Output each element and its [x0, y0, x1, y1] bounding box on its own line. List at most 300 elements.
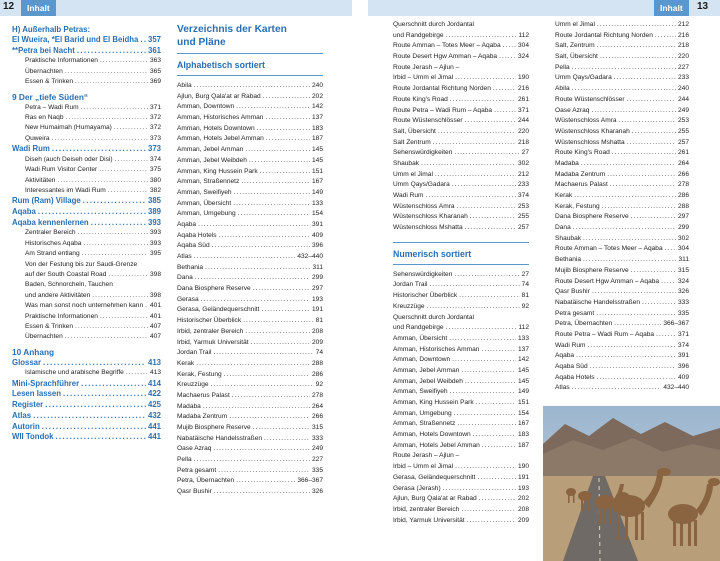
dot-leader — [75, 322, 148, 332]
map-entry — [177, 327, 323, 338]
map-entry — [555, 73, 689, 84]
dot-leader — [465, 223, 516, 234]
dot-leader — [443, 484, 516, 495]
map-entry — [177, 92, 323, 103]
map-entry-name: Amman, Hotels Downtown — [393, 431, 471, 439]
map-entry — [393, 84, 529, 95]
map-entry-name: Pella — [177, 456, 192, 464]
map-entry — [177, 81, 323, 92]
map-entry-name: Dana — [555, 224, 571, 232]
dot-leader — [454, 148, 519, 159]
map-entry-page: 183 — [311, 124, 323, 132]
map-entry — [555, 191, 689, 202]
map-entry-page: 190 — [517, 463, 529, 471]
toc-entry[interactable] — [12, 301, 161, 311]
map-entry — [555, 341, 689, 352]
map-entry-page: 286 — [311, 370, 323, 378]
dot-leader — [607, 170, 676, 181]
map-entry-name: Oase Azraq — [177, 445, 212, 453]
map-entry — [393, 116, 529, 127]
dot-leader — [454, 270, 519, 281]
map-entry-name: Historischer Überblick — [177, 317, 242, 325]
map-entry-page: 302 — [677, 234, 689, 242]
map-entry — [393, 505, 529, 516]
alphabetical-list-continued — [393, 20, 529, 234]
toc-entry-page: 372 — [149, 124, 161, 132]
map-entry — [177, 348, 323, 359]
map-entry — [177, 476, 323, 487]
map-entry-name: Wüstenschloss Mshatta — [555, 138, 625, 146]
dot-leader — [457, 419, 516, 430]
toc-entry-title: Zentraler Bereich — [25, 229, 76, 237]
dot-leader — [265, 113, 310, 124]
toc-entry[interactable] — [12, 186, 161, 196]
map-entry-page: 244 — [677, 95, 689, 103]
map-entry-name: Qasr Bushir — [177, 488, 212, 496]
dot-leader — [597, 373, 676, 384]
map-entry-page: 299 — [311, 274, 323, 282]
map-entry-name: Amman, Hotels Jebel Amman — [393, 441, 480, 449]
toc-entry[interactable] — [12, 312, 161, 322]
map-entry — [555, 244, 689, 255]
dot-leader — [452, 355, 516, 366]
map-entry — [393, 484, 529, 495]
toc-entry[interactable] — [12, 228, 161, 238]
map-entry — [177, 263, 323, 274]
toc-entry: Baden, Schnorcheln, Tauchen — [25, 281, 113, 289]
map-entry — [393, 127, 529, 138]
dot-leader — [454, 409, 516, 420]
map-entry-page: 288 — [677, 202, 689, 210]
map-entry-name: Ajlun, Burg Qala'at ar Rabad — [393, 495, 477, 503]
map-entry-name: Umm Qays/Gadara — [393, 181, 450, 189]
map-entry-page: 264 — [677, 159, 689, 167]
map-entry — [177, 295, 323, 306]
map-entry — [177, 113, 323, 124]
map-index-title-line2: und Pläne — [177, 36, 226, 48]
map-entry-page: 371 — [517, 106, 529, 114]
dot-leader — [253, 284, 310, 295]
dot-leader — [574, 191, 676, 202]
map-entry — [177, 209, 323, 220]
dot-leader — [632, 127, 676, 138]
toc-entry[interactable] — [12, 35, 161, 46]
toc-entry-page: 389 — [147, 207, 161, 217]
dot-leader — [100, 56, 148, 66]
dot-leader — [229, 412, 310, 423]
map-entry-name: Amman, Historisches Amman — [393, 345, 480, 353]
dot-leader — [461, 366, 516, 377]
dot-leader — [461, 505, 516, 516]
toc-entry[interactable] — [12, 113, 161, 123]
dot-leader — [614, 319, 661, 330]
dot-leader — [81, 379, 146, 390]
map-entry — [393, 355, 529, 366]
map-entry-page: 187 — [517, 441, 529, 449]
dot-leader — [573, 223, 676, 234]
map-entry-name: Abila — [555, 85, 570, 93]
map-entry-page: 190 — [517, 74, 529, 82]
dot-leader — [427, 302, 520, 313]
map-entry-name: Mujib Biosphere Reserve — [555, 266, 629, 274]
toc-entry[interactable] — [12, 379, 161, 390]
map-entry-page: 240 — [677, 85, 689, 93]
toc-entry[interactable] — [12, 422, 161, 433]
map-entry-page: 278 — [677, 181, 689, 189]
map-entry — [177, 305, 323, 316]
toc-entry[interactable] — [12, 56, 161, 66]
map-entry-page: 366–367 — [297, 477, 323, 485]
toc-entry-title: Übernachten — [25, 333, 63, 341]
dot-leader — [108, 186, 148, 196]
map-entry-page: 264 — [311, 402, 323, 410]
map-entry-name: Sehenswürdigkeiten — [393, 149, 453, 157]
map-entry-page: 266 — [677, 170, 689, 178]
toc-entry[interactable] — [12, 165, 161, 175]
map-entry-name: Atlas — [177, 253, 192, 260]
toc-entry-page: 401 — [149, 312, 161, 320]
map-entry — [393, 377, 529, 388]
dot-leader — [631, 266, 676, 277]
map-entry-page: 299 — [677, 224, 689, 232]
alphabetical-list — [177, 81, 323, 498]
map-entry — [177, 252, 323, 263]
toc-entry-title: Übernachten — [25, 67, 63, 75]
map-entry-page: 288 — [311, 359, 323, 367]
map-entry — [177, 134, 323, 145]
map-entry-name: Abila — [177, 82, 192, 89]
toc-entry[interactable] — [12, 196, 161, 207]
map-entry-name: Wüstenschloss Amra — [393, 202, 455, 210]
dot-leader — [232, 391, 310, 402]
toc-entry-title: Was man sonst noch unternehmen kann — [25, 302, 144, 310]
map-entry-name: Qasr Bushir — [555, 288, 590, 296]
dot-leader — [493, 84, 516, 95]
toc-entry-title: Aqaba — [12, 207, 36, 217]
dot-leader — [614, 73, 676, 84]
map-index-column-1 — [177, 24, 323, 498]
toc-entry-title: Essen & Trinken — [25, 322, 74, 330]
map-entry-name: Dana Biosphere Reserve — [177, 285, 251, 293]
map-entry-page: 304 — [677, 245, 689, 253]
toc-entry[interactable] — [12, 432, 161, 443]
toc-entry-title: New Humaimah (Humayama) — [25, 124, 112, 132]
dot-leader — [597, 20, 676, 31]
toc-entry[interactable] — [12, 368, 161, 378]
map-entry-name: Wüstenschloss Kharanah — [393, 213, 468, 221]
map-entry-page: 324 — [517, 53, 529, 61]
toc-entry[interactable] — [12, 270, 161, 280]
map-entry — [555, 63, 689, 74]
map-entry-page: 151 — [517, 399, 529, 406]
toc-entry-page: 365 — [149, 67, 161, 75]
dot-leader — [253, 423, 310, 434]
dot-leader — [92, 291, 148, 301]
map-entry — [177, 487, 323, 498]
map-entry-page: 253 — [677, 117, 689, 125]
map-entry-name: Amman, Straßennetz — [393, 420, 456, 428]
map-entry-page: 326 — [677, 288, 689, 296]
map-entry-name: Pella — [555, 63, 570, 71]
dot-leader — [591, 106, 676, 117]
toc-entry[interactable] — [12, 134, 161, 144]
map-entry — [393, 387, 529, 398]
toc-entry-page: 441 — [147, 421, 161, 431]
map-entry-name: Machaerus Palast — [177, 391, 230, 399]
dot-leader — [572, 383, 662, 394]
map-entry-name: Kerak, Festung — [555, 202, 600, 210]
dot-leader — [459, 291, 520, 302]
toc-entry[interactable] — [12, 176, 161, 186]
toc-entry[interactable] — [12, 155, 161, 165]
map-entry — [555, 287, 689, 298]
map-entry-page: 240 — [311, 82, 323, 89]
map-entry-page: 286 — [677, 192, 689, 199]
map-entry-name: Madaba Zentrum — [177, 413, 228, 421]
map-entry — [555, 159, 689, 170]
map-entry — [393, 419, 529, 430]
map-entry-page: 145 — [517, 366, 529, 374]
dot-leader — [83, 239, 148, 249]
map-entry-name: Atlas — [555, 384, 570, 392]
map-entry — [555, 373, 689, 384]
dot-leader — [450, 95, 516, 106]
toc-entry-title: Diseh (auch Deiseh oder Disi) — [25, 155, 113, 163]
map-entry — [177, 380, 323, 391]
map-entry-name: Umm el Jimal — [555, 21, 595, 28]
map-entry — [393, 398, 529, 409]
map-entry — [177, 241, 323, 252]
dot-leader — [477, 473, 516, 484]
map-entry-name: Aqaba — [555, 352, 575, 360]
map-entry-name: Wüstenschloss Mshatta — [393, 224, 463, 232]
toc-entry-title: Atlas — [12, 410, 32, 420]
map-entry-page: 255 — [677, 127, 689, 135]
map-entry-name: Wadi Rum — [393, 192, 424, 199]
toc-entry[interactable] — [12, 291, 161, 301]
map-entry-name: Amman, Sweifiyeh — [393, 388, 448, 396]
map-entry-page: 244 — [517, 117, 529, 125]
map-entry — [393, 202, 529, 213]
map-entry — [177, 156, 323, 167]
map-entry — [393, 441, 529, 452]
toc-entry[interactable] — [12, 400, 161, 411]
map-entry-page: 208 — [517, 505, 529, 513]
dot-leader — [63, 389, 146, 400]
map-entry-name: Route King's Road — [555, 149, 610, 157]
map-entry-page: 297 — [311, 285, 323, 293]
toc-entry[interactable] — [12, 389, 161, 400]
map-entry-page: 304 — [517, 42, 529, 50]
map-entry-name: Petra, Übernachten — [555, 320, 613, 328]
toc-entry[interactable] — [12, 411, 161, 422]
map-entry-name: Petra, Übernachten — [177, 477, 235, 485]
toc-entry[interactable] — [12, 207, 161, 218]
map-entry-name: Umm el Jimal — [393, 170, 433, 178]
dot-leader — [590, 362, 676, 373]
map-entry-page: 333 — [311, 434, 323, 442]
map-entry — [177, 124, 323, 135]
map-entry — [177, 145, 323, 156]
toc-entry[interactable] — [12, 77, 161, 87]
dot-leader — [421, 159, 516, 170]
map-entry-page: 324 — [677, 277, 689, 285]
map-entry-page: 253 — [517, 202, 529, 210]
toc-section-heading: 9 Der „tiefe Süden“ — [12, 91, 89, 102]
map-entry-name: Gerasa — [177, 295, 199, 303]
toc-entry[interactable] — [12, 103, 161, 113]
map-entry — [177, 359, 323, 370]
toc-entry-page: 373 — [147, 144, 161, 154]
dot-leader — [213, 444, 310, 455]
map-entry-name: Route Wüstenschlösser — [555, 95, 625, 103]
map-entry-page: 112 — [518, 31, 529, 39]
map-entry — [393, 280, 529, 291]
dot-leader — [583, 234, 676, 245]
toc-entry-title: WII Tondok — [12, 432, 54, 442]
toc-entry-page: 371 — [149, 103, 161, 111]
map-entry — [393, 462, 529, 473]
map-entry — [393, 516, 529, 527]
map-entry — [555, 127, 689, 138]
dot-leader — [57, 176, 148, 186]
map-entry — [555, 234, 689, 245]
dot-leader — [66, 113, 148, 123]
map-entry-page: 142 — [311, 103, 323, 111]
dot-leader — [234, 188, 310, 199]
toc-entry: Von der Festung bis zur Saudi-Grenze — [25, 260, 138, 268]
toc-entry-title: El Wueira, *El Barid und El Beidha — [12, 35, 139, 44]
map-entry — [393, 212, 529, 223]
map-entry-page: 255 — [517, 213, 529, 221]
map-entry-page: 112 — [518, 324, 529, 332]
map-entry-name: Amman, Jebel Amman — [177, 146, 244, 154]
toc-entry[interactable] — [12, 249, 161, 259]
dot-leader — [257, 124, 310, 135]
map-entry-name: Salt, Übersicht — [393, 127, 436, 135]
dot-leader — [195, 273, 310, 284]
dot-leader — [205, 263, 310, 274]
map-entry-page: 81 — [521, 292, 529, 300]
map-entry-page: 335 — [677, 309, 689, 317]
map-entry-page: 233 — [517, 181, 529, 189]
dot-leader — [194, 252, 296, 263]
dot-leader — [203, 402, 310, 413]
dot-leader — [245, 145, 310, 156]
dot-leader — [214, 487, 310, 498]
dot-leader — [465, 116, 516, 127]
map-entry-page: 371 — [677, 330, 689, 338]
map-entry-page: 149 — [517, 388, 529, 396]
map-entry-name: Wüstenschloss Amra — [555, 117, 617, 125]
map-entry-name: und Randgebirge — [393, 324, 444, 332]
map-entry-page: 302 — [517, 159, 529, 167]
toc-entry-title: Mini-Sprachführer — [12, 378, 80, 388]
toc-entry[interactable] — [12, 67, 161, 77]
map-entry — [177, 199, 323, 210]
toc-entry[interactable] — [12, 218, 161, 229]
map-entry-name: Kerak — [177, 359, 195, 367]
map-entry-page: 257 — [517, 224, 529, 232]
dot-leader — [642, 298, 676, 309]
toc-entry-title: Wadi Rum Visitor Center — [25, 166, 98, 174]
dot-leader — [602, 202, 676, 213]
map-entry-name: Amman, Übersicht — [177, 199, 232, 207]
dot-leader — [233, 199, 310, 210]
map-entry-name: Gerasa, Geländequerschnitt — [393, 473, 476, 481]
toc-entry-title: Aktivitäten — [25, 176, 56, 184]
toc-entry-page: 422 — [147, 389, 161, 399]
dot-leader — [65, 332, 148, 342]
map-entry-name: Aqaba — [177, 220, 197, 228]
map-entry — [555, 309, 689, 320]
map-entry — [555, 266, 689, 277]
map-entry — [393, 302, 529, 313]
map-entry-page: 391 — [311, 220, 323, 228]
map-entry-page: 261 — [677, 149, 689, 157]
map-entry-page: 391 — [677, 352, 689, 360]
map-entry — [393, 159, 529, 170]
map-entry-name: Bethania — [555, 256, 582, 264]
dot-leader — [33, 411, 146, 422]
map-index-title — [177, 24, 323, 49]
map-entry — [177, 338, 323, 349]
toc-entry[interactable] — [12, 332, 161, 342]
map-entry-page: 249 — [677, 106, 689, 114]
map-entry — [177, 434, 323, 445]
map-entry-name: Route Amman – Totes Meer – Aqaba — [555, 245, 663, 253]
map-entry-name: Wüstenschloss Kharanah — [555, 127, 630, 135]
map-entry-name: Aqaba Süd — [177, 242, 210, 250]
camel-photo — [543, 406, 720, 561]
map-entry-name: Route King's Road — [393, 95, 448, 103]
map-entry-name: Salt, Zentrum — [555, 42, 595, 50]
toc-entry[interactable] — [12, 239, 161, 249]
toc-entry[interactable] — [12, 358, 161, 369]
map-index-column-3 — [555, 20, 689, 394]
numerical-heading: Numerisch sortiert — [393, 248, 472, 259]
dot-leader — [196, 359, 310, 370]
map-entry-name: Amman, Historisches Amman — [177, 114, 264, 122]
map-entry — [177, 273, 323, 284]
map-entry-page: 92 — [315, 381, 323, 389]
dot-leader — [465, 377, 516, 388]
toc-entry[interactable] — [12, 46, 161, 57]
toc-entry[interactable] — [12, 322, 161, 332]
map-entry — [393, 473, 529, 484]
map-entry-name: Madaba Zentrum — [555, 170, 606, 178]
map-entry-page: 191 — [311, 306, 323, 314]
map-entry — [393, 41, 529, 52]
dot-leader — [576, 351, 676, 362]
dot-leader — [499, 52, 516, 63]
toc-entry-page: 374 — [149, 155, 161, 163]
map-entry — [393, 170, 529, 181]
map-index-column-2 — [393, 20, 529, 526]
dot-leader — [455, 73, 516, 84]
dot-leader — [619, 116, 676, 127]
map-entry-name: Irbid, Yarmuk Universität — [177, 338, 249, 346]
map-entry-name: Salt, Übersicht — [555, 53, 598, 61]
map-entry-page: 193 — [311, 295, 323, 303]
dot-leader — [470, 212, 516, 223]
map-entry: Route Jerash – Ajlun – — [393, 63, 460, 71]
toc-entry[interactable] — [12, 123, 161, 133]
map-entry — [393, 323, 529, 334]
toc-entry[interactable] — [12, 144, 161, 155]
map-entry-page: 81 — [315, 317, 323, 325]
toc-entry-title: Rum (Ram) Village — [12, 196, 81, 206]
